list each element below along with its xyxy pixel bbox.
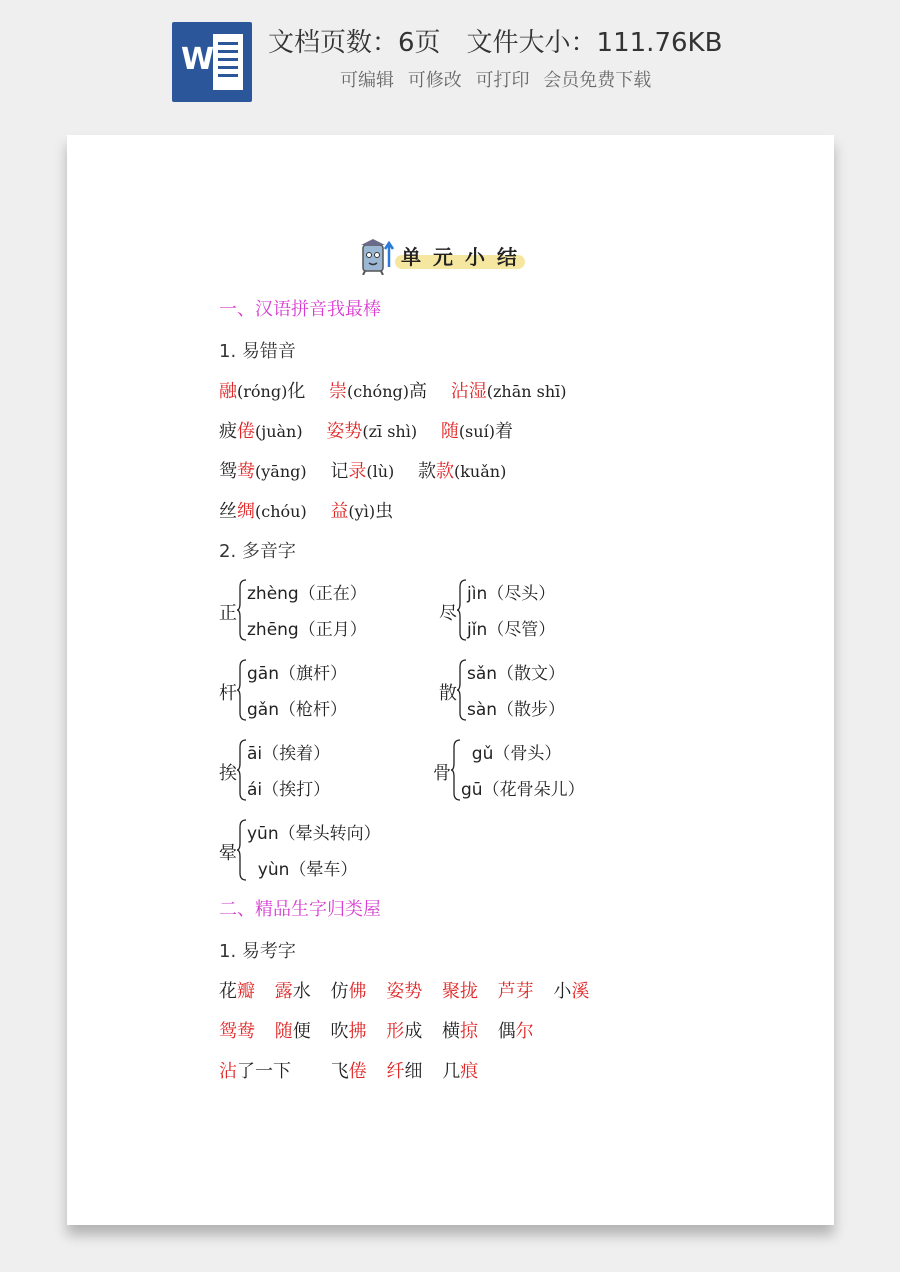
word-item: 形成 — [386, 1021, 423, 1042]
word-item: 横掠 — [441, 1021, 478, 1042]
polyphone-group: 散 sǎn（散文） sàn（散步） — [439, 659, 639, 723]
pinyin-row-3 — [219, 457, 524, 483]
polyphone-group: 正 zhèng（正在） zhēng（正月） — [219, 579, 419, 643]
brace-icon — [457, 659, 467, 721]
feature-editable: 可编辑 — [340, 70, 394, 91]
pinyin-item: 崇(chóng)高 — [329, 381, 427, 402]
word-item: 几痕 — [442, 1061, 479, 1082]
word-item: 鸳鸯 — [219, 1021, 255, 1042]
subheading-polyphones: 2. 多音字 — [219, 541, 296, 562]
word-item: 飞倦 — [330, 1061, 367, 1082]
pinyin-item: 款款(kuǎn) — [417, 461, 507, 482]
word-item: 露水 — [274, 981, 311, 1002]
polyphone-group: 晕 yūn（晕头转向） yùn（晕车） — [219, 819, 439, 883]
word-icon-page — [213, 34, 243, 90]
feature-modifiable: 可修改 — [407, 70, 462, 91]
word-item: 纤细 — [386, 1061, 423, 1082]
brace-icon — [237, 579, 247, 641]
pinyin-item: 丝绸(chóu) — [219, 501, 307, 522]
brace-icon — [451, 739, 461, 801]
word-item: 随便 — [274, 1021, 311, 1042]
pinyin-item: 姿势(zī shì) — [326, 421, 418, 442]
word-icon — [172, 22, 252, 102]
feature-list — [340, 66, 659, 92]
section-heading-pinyin: 一、汉语拼音我最棒 — [219, 299, 381, 320]
pinyin-item: 融(róng)化 — [219, 381, 306, 402]
pinyin-row-1 — [219, 377, 585, 403]
doc-info — [268, 22, 722, 59]
feature-printable: 可打印 — [475, 70, 530, 91]
word-item: 沾了一下 — [219, 1061, 291, 1082]
brace-icon — [237, 819, 247, 881]
brace-icon — [237, 739, 247, 801]
pinyin-item: 鸳鸯(yāng) — [219, 461, 307, 482]
unit-summary-badge — [355, 235, 535, 277]
polyphone-group: 杆 gān（旗杆） gǎn（枪杆） — [219, 659, 419, 723]
page-count: 文档页数：6页 — [268, 28, 441, 58]
word-item: 吹拂 — [330, 1021, 367, 1042]
subheading-error-prone: 1. 易错音 — [219, 341, 296, 362]
polyphone-group: 挨 āi（挨着） ái（挨打） — [219, 739, 419, 803]
brace-icon — [237, 659, 247, 721]
word-item: 小溪 — [553, 981, 590, 1002]
polyphone-group: 骨 gǔ（骨头） gū（花骨朵儿） — [433, 739, 653, 803]
document-header — [0, 0, 900, 120]
pinyin-item: 随(suí)着 — [440, 421, 513, 442]
word-item: 偶尔 — [497, 1021, 534, 1042]
file-size: 文件大小：111.76KB — [466, 28, 723, 58]
pinyin-item: 沾湿(zhān shī) — [450, 381, 567, 402]
word-item: 芦芽 — [497, 981, 534, 1002]
word-row-2 — [219, 1017, 548, 1043]
word-item: 姿势 — [386, 981, 423, 1002]
word-item: 花瓣 — [219, 981, 255, 1002]
pinyin-item: 疲倦(juàn) — [219, 421, 303, 442]
mascot-icon — [355, 237, 395, 275]
subheading-test-characters: 1. 易考字 — [219, 941, 296, 962]
word-icon-letter: W — [181, 42, 215, 77]
word-row-1 — [219, 977, 603, 1003]
pinyin-item: 记录(lù) — [330, 461, 395, 482]
document-page — [67, 135, 834, 1225]
page-title: 单元小结 — [401, 245, 529, 269]
pinyin-row-2 — [219, 417, 531, 443]
pinyin-row-4 — [219, 497, 411, 523]
polyphone-group: 尽 jìn（尽头） jǐn（尽管） — [439, 579, 639, 643]
brace-icon — [457, 579, 467, 641]
word-item: 聚拢 — [441, 981, 478, 1002]
section-heading-characters: 二、精品生字归类屋 — [219, 899, 381, 920]
pinyin-item: 益(yì)虫 — [330, 501, 394, 522]
feature-free-download: 会员免费下载 — [543, 70, 652, 91]
word-row-3 — [219, 1057, 492, 1083]
word-item: 仿佛 — [330, 981, 367, 1002]
